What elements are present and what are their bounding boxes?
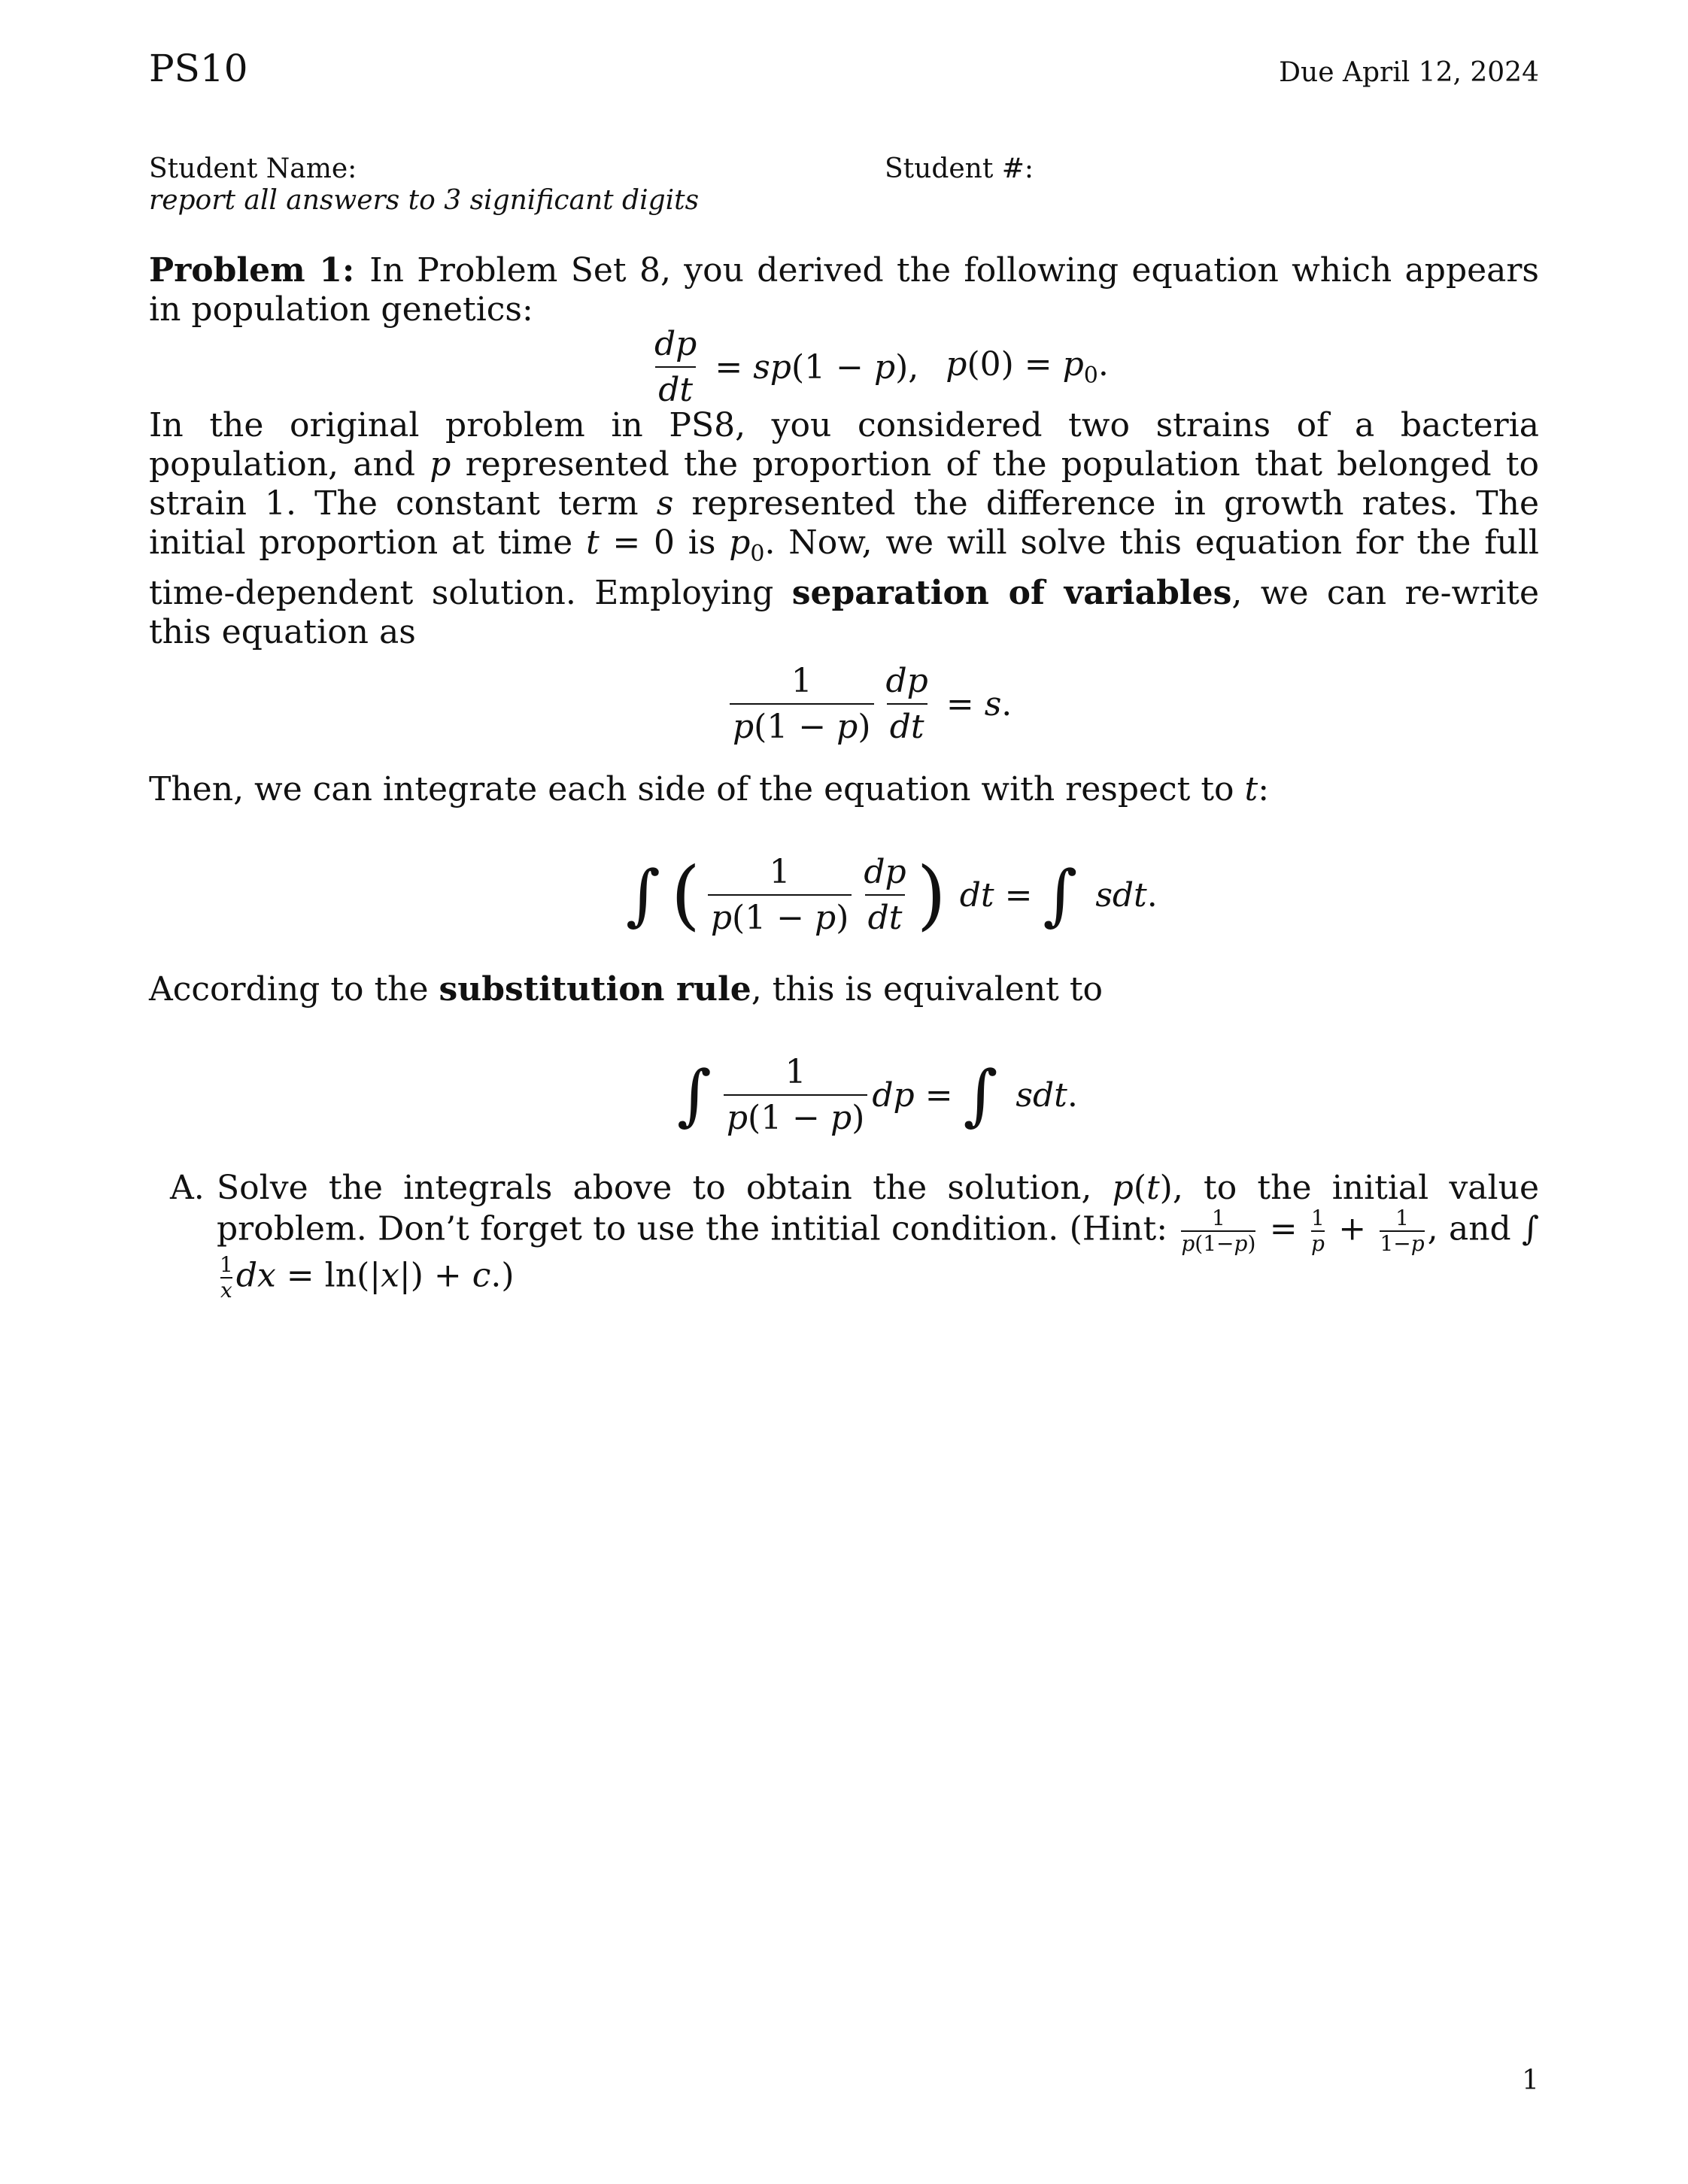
significant-digits-note: report all answers to 3 significant digits [149,185,700,216]
equation-logistic: $\frac{dp}{dt}$ = sp(1 − p), $p(0) = p_0$. [654,325,1109,409]
due-date: Due April 12, 2024 [1279,57,1539,88]
paragraph-integrate: Then, we can integrate each side of the equation with respect to t: [149,770,1270,808]
page-number: 1 [1522,2065,1539,2096]
paragraph-substitution: According to the substitution rule, this is equivalent to [149,970,1104,1009]
part-a-text: Solve the integrals above to obtain the solution, p(t), to the initial value problem. Don’t forget to use the intitial condition. (Hint: $\frac{1}{p(1-p)}$ = $\frac{1}{p}$ + $\frac{1}{1-p}$ , and ∫ $\frac{1}{x}$ dx = ln(|x|) + c.) [217,1169,1539,1303]
equation-substituted: ∫ $\frac{1}{p(1 - p)}$ dp = ∫ sdt. [677,1053,1078,1137]
problem-intro: Problem 1: In Problem Set 8, you derived the following equation which appears in population genetics: [149,251,1539,329]
problem-label: Problem 1: [149,251,355,290]
student-name-label: Student Name: [149,153,357,184]
document-title: PS10 [149,47,248,90]
student-number-label: Student #: [885,153,1034,184]
paragraph-background: In the original problem in PS8, you considered two strains of a bacteria population, and p represented the proportion of the population that belonged to strain 1. The constant term s represented the difference in growth rates. The initial proportion at time t = 0 is $p_0$. Now, we will solve this equation for the full time-dependent solution. Employing separation of variables, we can re-write this equation as [149,406,1540,651]
equation-separated: $\frac{1}{p(1 - p)}$ $\frac{dp}{dt}$ = s. [725,662,1012,746]
equation-integrated: ∫ ( $\frac{1}{p(1 - p)}$ $\frac{dp}{dt}$ ) dt = ∫ sdt. [626,851,1158,939]
part-a-label: A. [170,1169,205,1207]
